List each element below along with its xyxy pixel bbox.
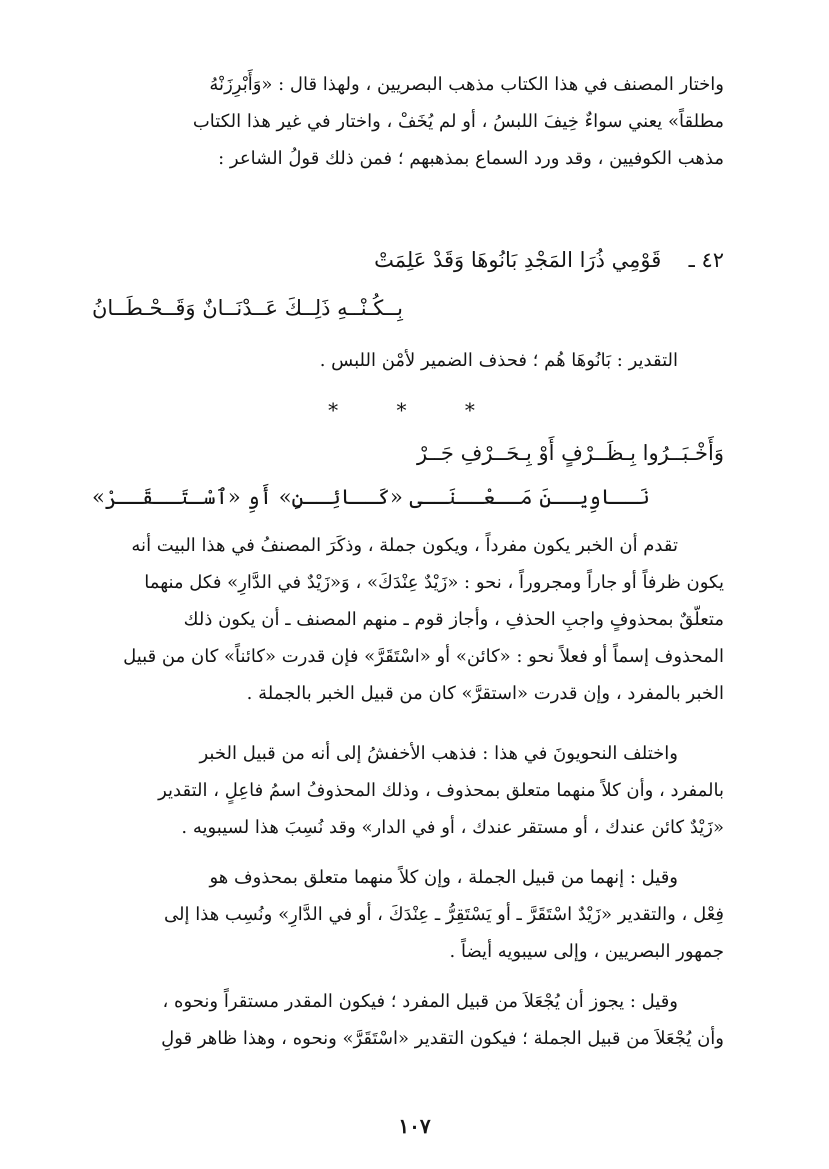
text-line: واختلف النحويونَ في هذا : فذهب الأخفشُ إلى أنه من قبيل الخبر	[199, 743, 678, 764]
verse-42	[92, 245, 724, 275]
paragraph-3	[92, 859, 724, 970]
text-line: جمهور البصريين ، وإلى سيبويه أيضاً .	[449, 941, 724, 962]
text-line: وقيل : إنهما من قبيل الجملة ، وإن كلاً منهما متعلق بمحذوف هو	[209, 867, 678, 888]
text-line: التقدير : بَانُوهَا هُم ؛ فحذف الضمير لأمْن اللبس .	[319, 350, 678, 371]
text-line: متعلّقٌ بمحذوفٍ واجبِ الحذفِ ، وأجاز قوم ـ منهم المصنف ـ أن يكون ذلك	[183, 609, 724, 630]
taqdir-paragraph	[92, 342, 724, 379]
verse-line-2: بِــكُـنْــهِ ذَلِــكَ عَــدْنَــانٌ وَقَــحْـطَــانُ	[92, 296, 403, 320]
text-line: الخبر بالمفرد ، وإن قدرت «استقرَّ» كان من قبيل الخبر بالجملة .	[246, 683, 724, 704]
text-line: يكون ظرفاً أو جاراً ومجروراً ، نحو : «زَيْدٌ عِنْدَكَ» ، وَ«زَيْدٌ في الدَّارِ» فكل منهما	[144, 572, 724, 593]
text-line: «زَيْدٌ كائن عندك ، أو مستقر عندك ، أو في الدار» وقد نُسِبَ هذا لسيبويه .	[181, 817, 724, 838]
verse-line-1: قَوْمِي ذُرَا المَجْدِ بَانُوهَا وَقَدْ عَلِمَتْ	[374, 248, 662, 272]
text-line: وأن يُجْعَلاَ من قبيل الجملة ؛ فيكون التقدير «اسْتَقَرَّ» ونحوه ، وهذا ظاهر قولِ	[161, 1028, 724, 1049]
paragraph-1	[92, 527, 724, 712]
alfiya-verse-second	[92, 482, 724, 512]
paragraph-4	[92, 983, 724, 1057]
text-line: مطلقاً» يعني سواءٌ خِيفَ اللبسُ ، أو لم يُخَفْ ، واختار في غير هذا الكتاب	[192, 111, 724, 132]
verse-number: ٤٢ ـ	[688, 248, 724, 272]
text-line: واختار المصنف في هذا الكتاب مذهب البصريين ، ولهذا قال : «وَأَبْرِزَنْهُ	[209, 74, 724, 95]
verse-42-second	[92, 293, 724, 323]
paragraph-2	[92, 735, 724, 846]
text-line: بالمفرد ، وأن كلاً منهما متعلق بمحذوف ، وذلك المحذوفُ اسمُ فاعِلٍ ، التقدير	[158, 780, 724, 801]
text-line: مذهب الكوفيين ، وقد ورد السماع بمذهبهم ؛ فمن ذلك قولُ الشاعر :	[218, 148, 724, 169]
intro-paragraph	[92, 66, 724, 177]
alfiya-verse	[92, 438, 724, 468]
text-line: فِعْل ، والتقدير «زَيْدٌ اسْتَقَرَّ ـ أو يَسْتَقِرُّ ـ عِنْدَكَ ، أو في الدَّارِ» ونُسِب هذا إلى	[164, 904, 724, 925]
text-line: تقدم أن الخبر يكون مفرداً ، ويكون جملة ، وذكَرَ المصنفُ في هذا البيت أنه	[131, 535, 678, 556]
text-line: المحذوف إسماً أو فعلاً نحو : «كائن» أو «اسْتَقَرَّ» فإن قدرت «كائناً» كان من قبيل	[123, 646, 724, 667]
text-line: وقيل : يجوز أن يُجْعَلاَ من قبيل المفرد ؛ فيكون المقدر مستقراً ونحوه ،	[162, 991, 678, 1012]
alfiya-line-1: وَأَخْـبَــرُوا بِـظَــرْفٍ أَوْ بِـحَــرْفِ جَــرْ	[417, 441, 724, 465]
page-number: ١٠٧	[398, 1114, 431, 1138]
section-divider-stars: * * *	[328, 398, 501, 422]
alfiya-line-2: نَــاوِيــنَ مَــعْــنَــى «كَــائِــنٍ» أَوِ «ٱسْـتَــقَــرْ»	[92, 485, 650, 509]
verse-first-hemistich	[92, 245, 724, 275]
